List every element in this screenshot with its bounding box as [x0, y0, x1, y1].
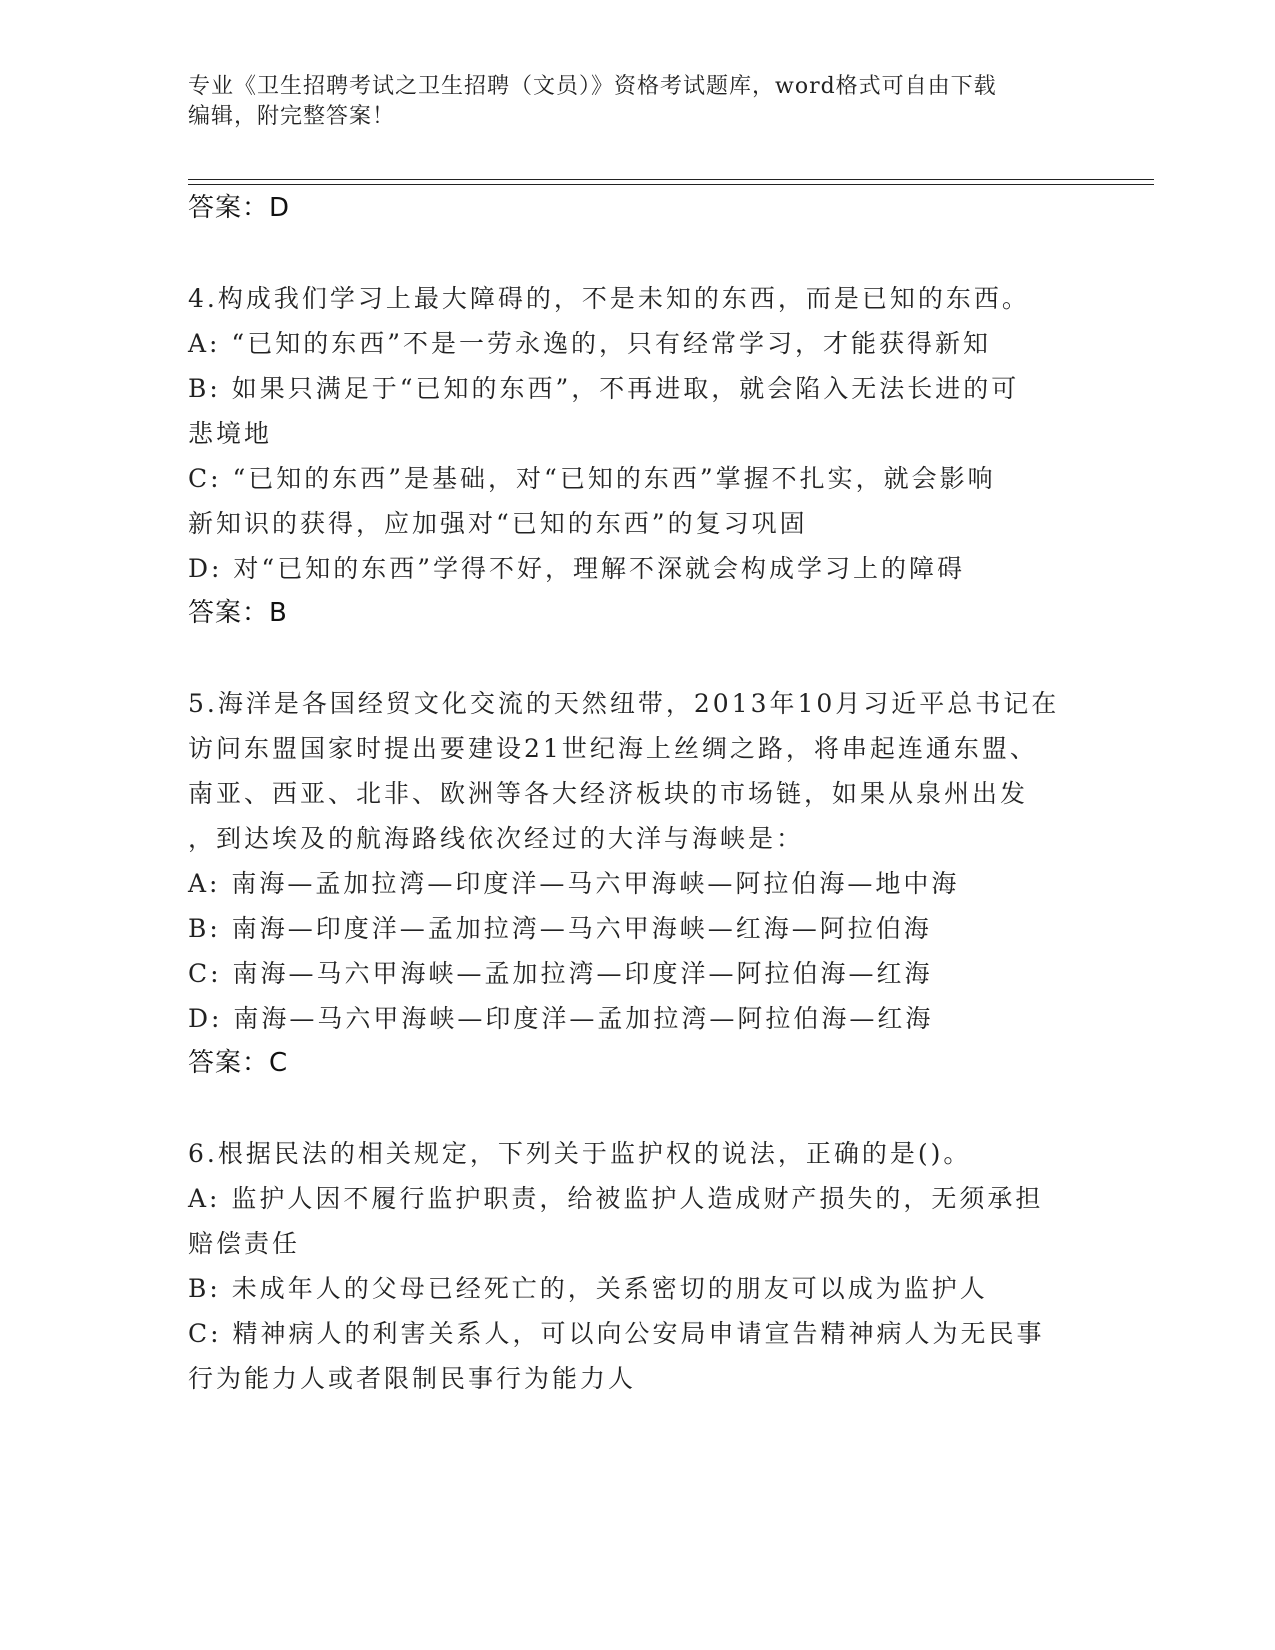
question-4-option-b: B: 如果只满足于“已知的东西”，不再进取，就会陷入无法长进的可 — [188, 374, 1020, 403]
spacer — [188, 231, 1088, 276]
question-4-option-c: C: “已知的东西”是基础，对“已知的东西”掌握不扎实，就会影响 — [188, 464, 996, 493]
question-5-answer: 答案：C — [188, 1048, 289, 1078]
question-4 — [188, 276, 1088, 636]
spacer — [188, 636, 1088, 681]
header-divider-bottom — [188, 184, 1154, 185]
header-line-1: 专业《卫生招聘考试之卫生招聘（文员）》资格考试题库，word格式可自由下载 — [188, 74, 997, 99]
question-5-stem: 5.海洋是各国经贸文化交流的天然纽带，2013年10月习近平总书记在 — [188, 689, 1060, 718]
question-5-stem-cont: 南亚、西亚、北非、欧洲等各大经济板块的市场链，如果从泉州出发 — [188, 779, 1029, 808]
previous-answer: 答案：D — [188, 193, 291, 223]
question-4-stem: 4.构成我们学习上最大障碍的，不是未知的东西，而是已知的东西。 — [188, 284, 1030, 313]
question-6-option-c-cont: 行为能力人或者限制民事行为能力人 — [188, 1364, 637, 1393]
question-6-option-b: B: 未成年人的父母已经死亡的，关系密切的朋友可以成为监护人 — [188, 1274, 988, 1303]
header-line-2: 编辑，附完整答案！ — [188, 104, 396, 129]
question-4-option-d: D: 对“已知的东西”学得不好，理解不深就会构成学习上的障碍 — [188, 554, 965, 583]
question-6-option-a-cont: 赔偿责任 — [188, 1229, 301, 1258]
question-5-stem-cont: 访问东盟国家时提出要建设21世纪海上丝绸之路，将串起连通东盟、 — [188, 734, 1038, 763]
question-5-option-c: C: 南海—马六甲海峡—孟加拉湾—印度洋—阿拉伯海—红海 — [188, 959, 933, 988]
question-5-option-d: D: 南海—马六甲海峡—印度洋—孟加拉湾—阿拉伯海—红海 — [188, 1004, 934, 1033]
question-5-option-b: B: 南海—印度洋—孟加拉湾—马六甲海峡—红海—阿拉伯海 — [188, 914, 932, 943]
question-6 — [188, 1131, 1088, 1401]
question-6-stem: 6.根据民法的相关规定，下列关于监护权的说法，正确的是()。 — [188, 1139, 972, 1168]
header-divider-top — [188, 179, 1154, 180]
question-4-option-a: A: “已知的东西”不是一劳永逸的，只有经常学习，才能获得新知 — [188, 329, 991, 358]
question-5-stem-cont: ，到达埃及的航海路线依次经过的大洋与海峡是： — [188, 824, 805, 853]
question-6-option-c: C: 精神病人的利害关系人，可以向公安局申请宣告精神病人为无民事 — [188, 1319, 1045, 1348]
question-4-answer: 答案：B — [188, 598, 288, 628]
question-6-option-a: A: 监护人因不履行监护职责，给被监护人造成财产损失的，无须承担 — [188, 1184, 1044, 1213]
spacer — [188, 1086, 1088, 1131]
question-5-option-a: A: 南海—孟加拉湾—印度洋—马六甲海峡—阿拉伯海—地中海 — [188, 869, 960, 898]
question-4-option-b-cont: 悲境地 — [188, 419, 273, 448]
question-content — [188, 186, 1088, 1401]
question-5 — [188, 681, 1088, 1086]
question-4-option-c-cont: 新知识的获得，应加强对“已知的东西”的复习巩固 — [188, 509, 808, 538]
page-header — [188, 72, 1068, 132]
